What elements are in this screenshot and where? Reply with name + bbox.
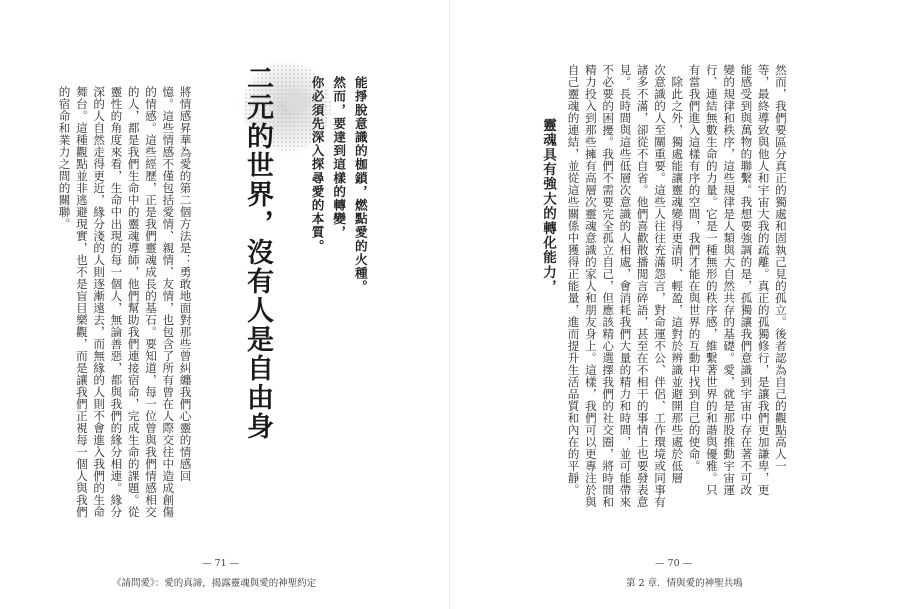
body-line: 次意識的人至關重要。這些人往往充滿怨言，對命運不公、伴侶、工作環境或同事有 xyxy=(653,64,667,508)
running-title: 《請問愛》：愛的真諦，揭露靈魂與愛的神聖約定 xyxy=(112,578,317,589)
body-line: 精力投入到那些擁有高層次靈魂意識的家人和朋友身上。這樣，我們可以更專注於與 xyxy=(583,64,598,508)
body-line: 憶。這些情感不僅包括愛情、親情、友情，也包含了所有曾在人際交往中造成創傷 xyxy=(161,86,176,518)
body-line: 除此之外，獨處能讓靈魂變得更清明、輕盈，這對於辨識並避開那些處於低層 xyxy=(670,76,685,484)
right-body-text xyxy=(566,64,788,508)
body-line: 不必要的困擾。我們不需要完全孤立自己，但應該精心選擇我們的社交圈，將時間和 xyxy=(601,64,616,508)
right-page xyxy=(450,0,900,609)
body-line: 舞台。這種觀點並非逃避現實，也不是盲目樂觀，而是讓我們正視每一個人與我們 xyxy=(74,86,89,518)
page-number: — 70 — xyxy=(655,558,693,569)
running-title: 第 2 章．情與愛的神聖共鳴 xyxy=(626,578,743,589)
left-body-text xyxy=(57,86,193,518)
small-halftone-dot-decoration xyxy=(282,86,312,116)
body-line: 有當我們進入這樣有序的空間，我們才能在與世界的互動中找到自己的使命。 xyxy=(687,64,702,472)
intro-line: 然而，要達到這樣的轉變， xyxy=(331,76,347,240)
body-line: 的宿命和業力之間的關聯。 xyxy=(57,86,72,230)
body-line: 諸多不滿，卻從不自省。他們喜歡散播閒言碎語，甚至在不相干的事情上也要發表意 xyxy=(635,64,650,508)
body-line: 將情感昇華為愛的第二個方法是：勇敢地面對那些曾糾纏我們心靈的情感回 xyxy=(178,86,193,482)
intro-line: 你必須先深入探尋愛的本質。 xyxy=(309,76,325,253)
section-heading: 靈魂具有強大的轉化能力， xyxy=(540,118,556,295)
body-line: 變的規律和秩序，這些規律是人類與大自然共存的基礎。愛，就是那股推動宇宙運 xyxy=(722,64,737,496)
body-line: 的人，都是我們生命中的靈魂導師，他們幫助我們連接宿命，完成生命的課題。從 xyxy=(126,86,141,518)
body-line: 自己靈魂的連結，並從這些關係中獲得正能量，進而提升生活品質和內在的平靜。 xyxy=(566,64,581,496)
body-line: 見。長時間與這些低層次意識的人相處，會消耗我們大量的精力和時間，並可能帶來 xyxy=(618,64,633,508)
body-line: 的情感。這些經歷，正是我們靈魂成長的基石。要知道，每一位曾與我們情感相交 xyxy=(144,86,158,518)
body-line: 深的人自然走得更近，緣分淺的人則逐漸遠去，而無緣的人則不會進入我們的生命 xyxy=(92,86,107,518)
body-line: 等，最終導致與他人和宇宙大我的疏離。真正的孤獨修行，是讓我們更加謙卑，更 xyxy=(756,64,771,496)
body-line: 靈性的角度來看，生命中出現的每一個人，無論善惡，都與我們的緣分相連。緣分 xyxy=(109,86,124,518)
intro-block xyxy=(310,76,366,294)
page-number: — 71 — xyxy=(202,558,240,569)
chapter-title: 二元的世界，沒有人是自由身 xyxy=(242,64,273,441)
body-line: 然而，我們要區分真正的獨處和固執己見的孤立。後者認為自己的觀點高人一 xyxy=(773,64,788,472)
body-line: 能感受到與萬物的聯繫。我想要強調的是，孤獨讓我們意識到宇宙中存在著不可改 xyxy=(739,64,754,496)
body-line: 行、連結無數生命的力量。它是一種無形的秩序感，維繫著世界的和諧與優雅。只 xyxy=(704,64,719,496)
intro-line: 能掙脫意識的枷鎖，燃點愛的火種。 xyxy=(352,76,368,294)
